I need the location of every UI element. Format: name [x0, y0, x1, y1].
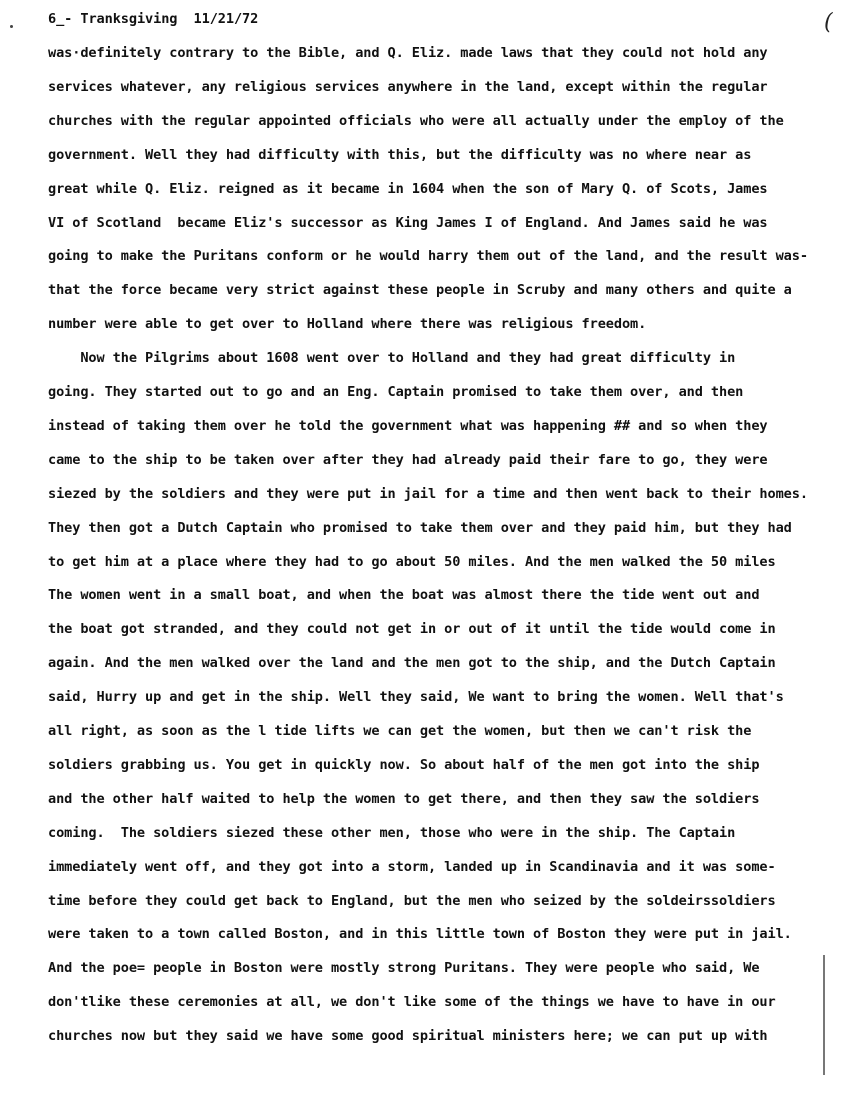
- text-line: again. And the men walked over the land and the men got to the ship, and the Dutch Captain: [48, 655, 776, 672]
- text-line: were taken to a town called Boston, and in this little town of Boston they were put in jail.: [48, 926, 792, 943]
- text-line: soldiers grabbing us. You get in quickly now. So about half of the men got into the ship: [48, 756, 760, 773]
- text-line: to get him at a place where they had to go about 50 miles. And the men walked the 50 miles: [48, 553, 776, 570]
- text-line: going. They started out to go and an Eng. Captain promised to take them over, and then: [48, 384, 744, 400]
- text-line: services whatever, any religious services anywhere in the land, except within the regular: [48, 78, 768, 95]
- text-line: number were able to get over to Holland where there was religious freedom.: [48, 316, 647, 333]
- handwritten-corner-mark: (: [824, 10, 833, 35]
- text-line: churches now but they said we have some good spiritual ministers here; we can put up with: [48, 1028, 768, 1045]
- document-title: Tranksgiving: [80, 11, 178, 27]
- text-line: And the poe= people in Boston were mostly strong Puritans. They were people who said, We: [48, 960, 760, 977]
- margin-line: [823, 955, 825, 1075]
- text-line: and the other half waited to help the women to get there, and then they saw the soldiers: [48, 790, 760, 807]
- document-date: 11/21/72: [193, 11, 259, 27]
- text-line: VI of Scotland became Eliz's successor as King James I of England. And James said he was: [48, 214, 768, 231]
- text-line: instead of taking them over he told the government what was happening ## and so when they: [48, 417, 768, 434]
- text-line: that the force became very strict against these people in Scruby and many others and quite a: [48, 282, 792, 299]
- text-line: coming. The soldiers siezed these other men, those who were in the ship. The Captain: [48, 824, 736, 841]
- text-line: government. Well they had difficulty with this, but the difficulty was no where near as: [48, 146, 752, 163]
- text-line: all right, as soon as the l tide lifts we can get the women, but then we can't risk the: [48, 723, 752, 739]
- text-line: The women went in a small boat, and when the boat was almost there the tide went out and: [48, 587, 760, 604]
- text-line: the boat got stranded, and they could not get in or out of it until the tide would come in: [48, 621, 776, 638]
- text-line: great while Q. Eliz. reigned as it became in 1604 when the son of Mary Q. of Scots, James: [48, 180, 768, 197]
- text-line: They then got a Dutch Captain who promised to take them over and they paid him, but they had: [48, 519, 792, 536]
- text-line: time before they could get back to England, but the men who seized by the soldeirssoldiers: [48, 892, 776, 909]
- text-line: churches with the regular appointed officials who were all actually under the employ of the: [48, 112, 784, 129]
- text-line: was·definitely contrary to the Bible, and Q. Eliz. made laws that they could not hold any: [48, 45, 768, 61]
- text-line: going to make the Puritans conform or he would harry them out of the land, and the result was-: [48, 248, 808, 265]
- text-line: immediately went off, and they got into a storm, landed up in Scandinavia and it was some-: [48, 858, 776, 875]
- margin-dot: [10, 25, 13, 28]
- page-number: 6: [48, 11, 57, 27]
- text-line: don'tlike these ceremonies at all, we don't like some of the things we have to have in our: [48, 994, 776, 1011]
- page-header: 6_- Tranksgiving 11/21/72: [48, 11, 259, 27]
- text-line: Now the Pilgrims about 1608 went over to Holland and they had great difficulty in: [48, 350, 736, 367]
- text-line: said, Hurry up and get in the ship. Well they said, We want to bring the women. Well that's: [48, 689, 784, 706]
- text-line: siezed by the soldiers and they were put in jail for a time and then went back to their homes.: [48, 485, 808, 502]
- text-line: came to the ship to be taken over after they had already paid their fare to go, they were: [48, 451, 768, 468]
